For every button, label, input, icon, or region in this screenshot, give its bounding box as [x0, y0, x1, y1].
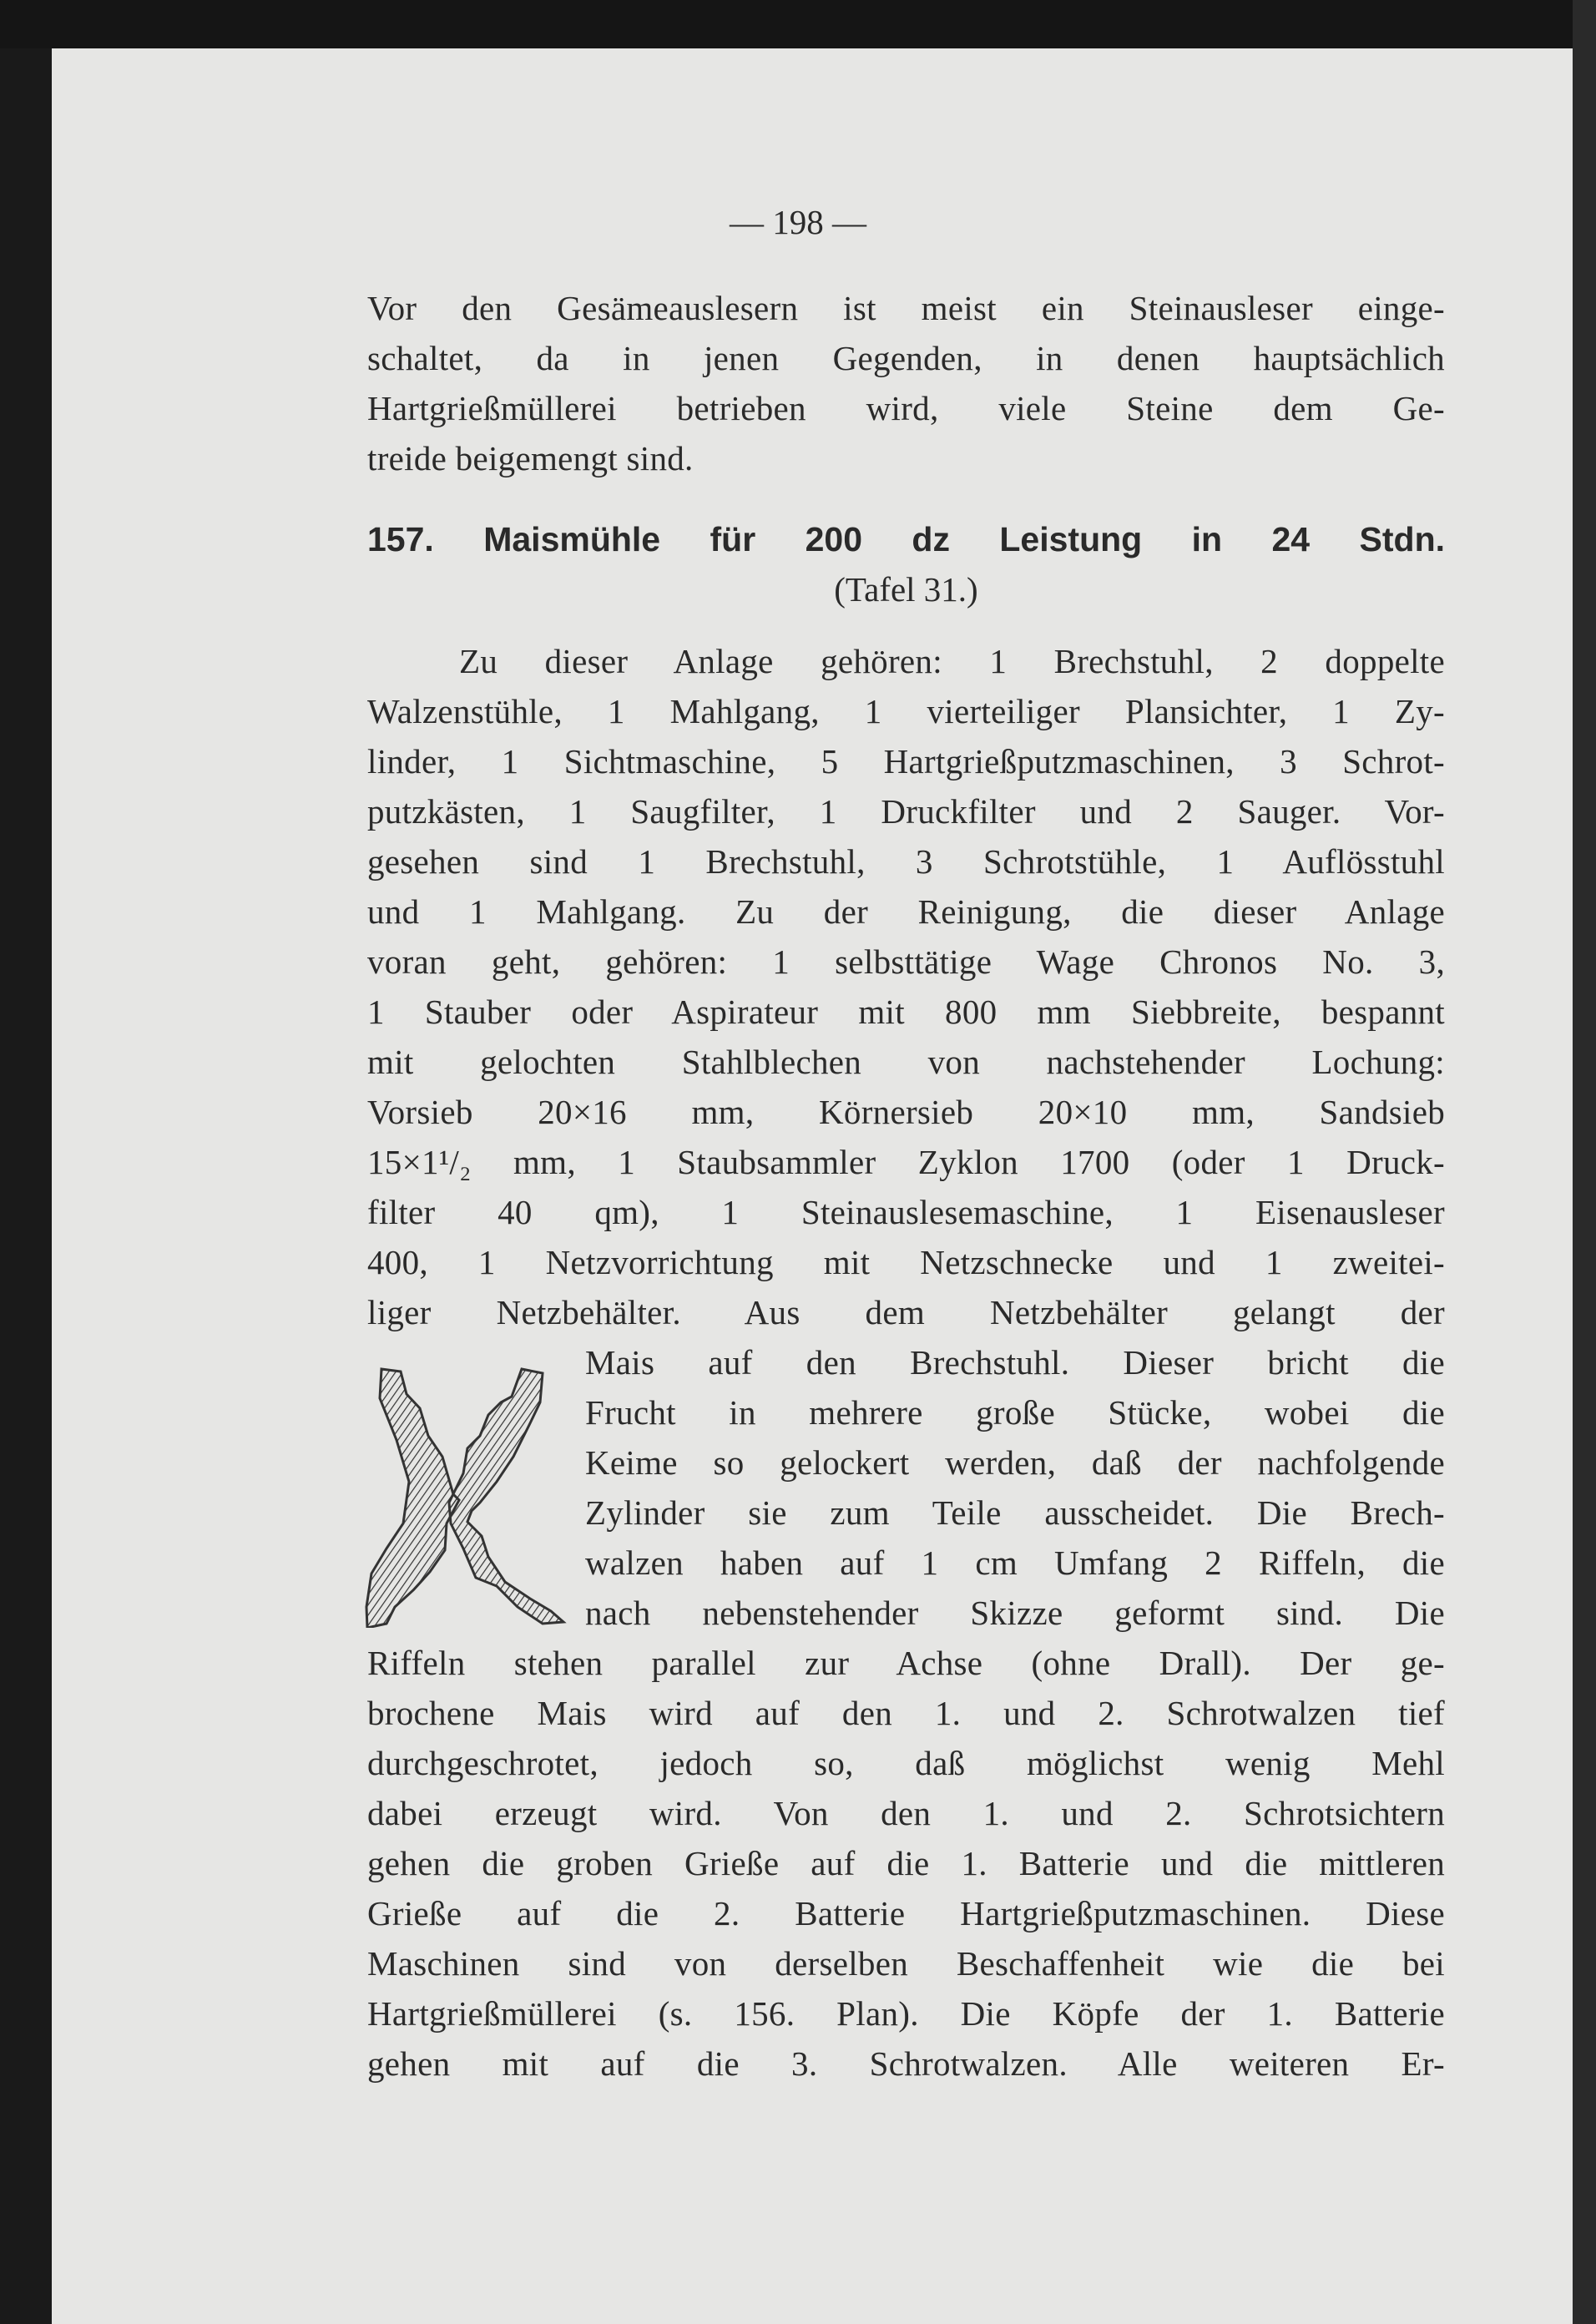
text-line: linder, 1 Sichtmaschine, 5 Hartgrießputzmaschinen, 3 Schrot-: [367, 742, 1445, 781]
text-line: Vorsieb 20×16 mm, Körnersieb 20×10 mm, Sandsieb: [367, 1093, 1445, 1131]
text-line: gehen die groben Grieße auf die 1. Batterie und die mittleren: [367, 1844, 1445, 1882]
text-line: durchgeschrotet, jedoch so, daß möglichst wenig Mehl: [367, 1744, 1445, 1782]
left-roller-profile: [366, 1369, 459, 1628]
text-line: mit gelochten Stahlblechen von nachstehender Lochung:: [367, 1043, 1445, 1081]
scan-right-border: [1573, 0, 1596, 2324]
text-line: Walzenstühle, 1 Mahlgang, 1 vierteiliger Plansichter, 1 Zy-: [367, 692, 1445, 730]
text-line: Maschinen sind von derselben Beschaffenheit wie die bei: [367, 1944, 1445, 1983]
text-line: 400, 1 Netzvorrichtung mit Netzschnecke und 1 zweitei-: [367, 1243, 1445, 1281]
text-line: voran geht, gehören: 1 selbsttätige Wage Chronos No. 3,: [367, 942, 1445, 981]
text-line: Frucht in mehrere große Stücke, wobei die: [585, 1393, 1445, 1432]
text-line: liger Netzbehälter. Aus dem Netzbehälter gelangt der: [367, 1293, 1445, 1331]
text-line: dabei erzeugt wird. Von den 1. und 2. Schrotsichtern: [367, 1794, 1445, 1832]
text-line: und 1 Mahlgang. Zu der Reinigung, die dieser Anlage: [367, 892, 1445, 931]
text-line: putzkästen, 1 Saugfilter, 1 Druckfilter und 2 Sauger. Vor-: [367, 792, 1445, 831]
text-line: Keime so gelockert werden, daß der nachfolgende: [585, 1443, 1445, 1482]
text-line: 1 Stauber oder Aspirateur mit 800 mm Siebbreite, bespannt: [367, 993, 1445, 1031]
text-line: Zylinder sie zum Teile ausscheidet. Die Brech-: [585, 1493, 1445, 1532]
text-line: treide beigemengt sind.: [367, 439, 694, 477]
text-line: Hartgrießmüllerei (s. 156. Plan). Die Köpfe der 1. Batterie: [367, 1994, 1445, 2033]
section-heading: 157. Maismühle für 200 dz Leistung in 24 Stdn.: [367, 520, 1445, 558]
text-line: 15×1¹/₂ mm, 1 Staubsammler Zyklon 1700 (oder 1 Druck-: [367, 1143, 1445, 1181]
text-line: Zu dieser Anlage gehören: 1 Brechstuhl, 2 doppelte: [459, 642, 1445, 680]
roller-flute-sketch-icon: [363, 1357, 580, 1628]
text-line: nach nebenstehender Skizze geformt sind. Die: [585, 1594, 1445, 1632]
scan-top-border: [0, 0, 1596, 48]
text-line: schaltet, da in jenen Gegenden, in denen hauptsächlich: [367, 339, 1445, 377]
text-line: filter 40 qm), 1 Steinauslesemaschine, 1 Eisenausleser: [367, 1193, 1445, 1231]
text-line: walzen haben auf 1 cm Umfang 2 Riffeln, die: [585, 1543, 1445, 1582]
text-line: Mais auf den Brechstuhl. Dieser bricht die: [585, 1343, 1445, 1382]
text-line: brochene Mais wird auf den 1. und 2. Schrotwalzen tief: [367, 1694, 1445, 1732]
text-line: Grieße auf die 2. Batterie Hartgrießputzmaschinen. Diese: [367, 1894, 1445, 1932]
section-subheading: (Tafel 31.): [834, 570, 978, 609]
right-roller-profile: [449, 1369, 563, 1624]
text-line: gehen mit auf die 3. Schrotwalzen. Alle weiteren Er-: [367, 2044, 1445, 2083]
text-line: Hartgrießmüllerei betrieben wird, viele Steine dem Ge-: [367, 389, 1445, 427]
text-line: Vor den Gesämeauslesern ist meist ein Steinausleser einge-: [367, 289, 1445, 327]
text-line: Riffeln stehen parallel zur Achse (ohne Drall). Der ge-: [367, 1644, 1445, 1682]
text-line: gesehen sind 1 Brechstuhl, 3 Schrotstühle, 1 Auflösstuhl: [367, 842, 1445, 881]
page-number: — 198 —: [730, 203, 866, 241]
